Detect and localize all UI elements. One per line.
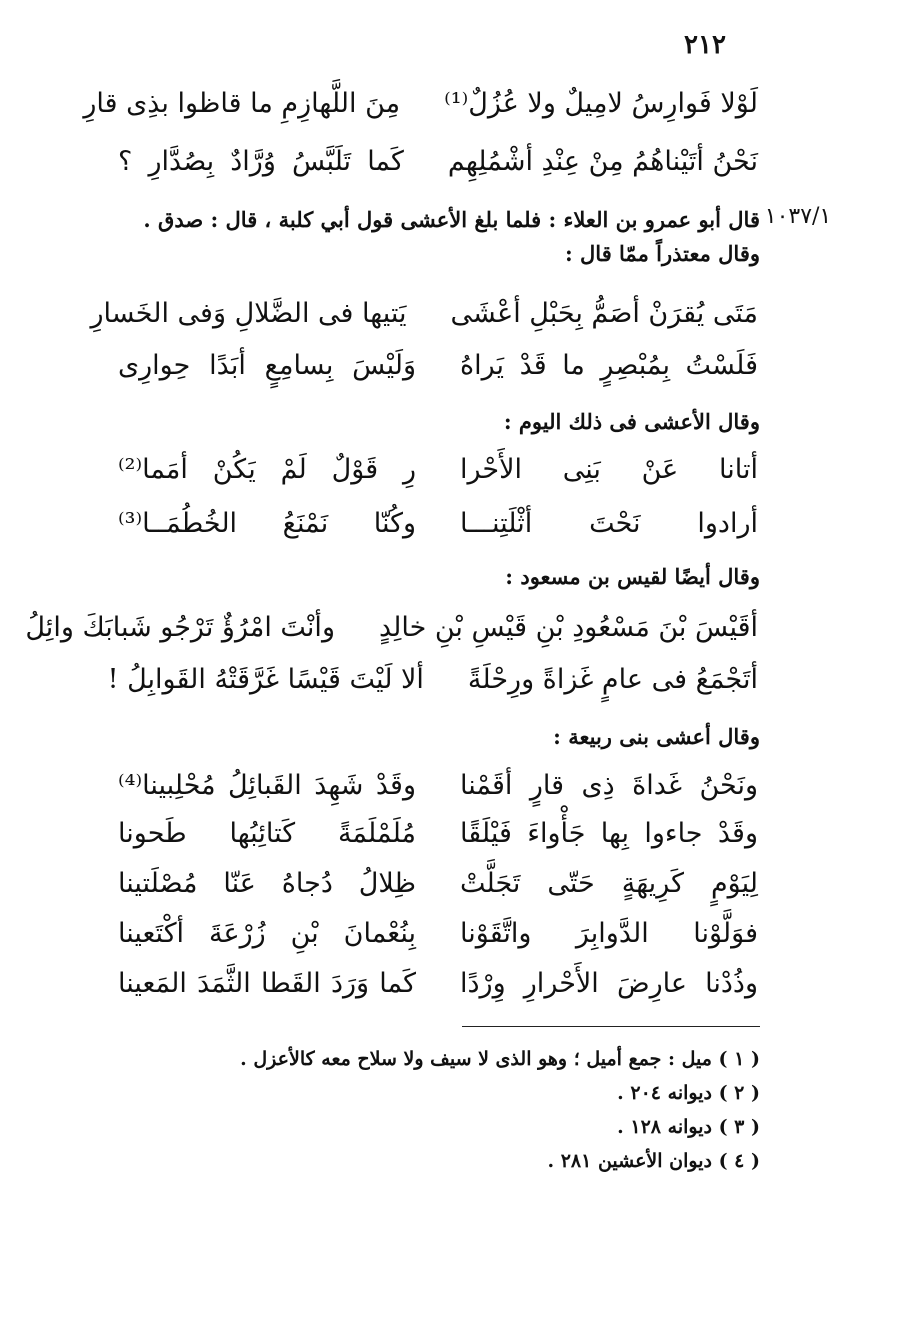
- verse-first-hemistich: نَحْنُ أتَيْناهُمُ مِنْ عِنْدِ أشْمُلِهِم: [447, 146, 758, 177]
- prose-line: وقال الأعشى فى ذلك اليوم :: [503, 409, 760, 434]
- prose-line: وقال معتذراً ممّا قال :: [564, 241, 760, 266]
- verse-second-hemistich: مِنَ اللَّهازِمِ ما قاظوا بذِى قارِ: [83, 88, 401, 119]
- verse-second-hemistich: وكُنّا نَمْنَعُ الخُطُمَــا⁽³⁾: [118, 508, 416, 539]
- verse-line: [118, 910, 758, 958]
- verse-first-hemistich: وقَدْ جاءوا بِها جَأْواءَ فَيْلَقًا: [460, 818, 758, 849]
- verse-line: [83, 80, 758, 128]
- verse-first-hemistich: أتَجْمَعُ فى عامٍ غَزاةً ورِحْلَةً: [467, 664, 758, 695]
- footnote: ( ٣ ) ديوانه ١٢٨ .: [617, 1116, 760, 1138]
- verse-line: [107, 656, 758, 704]
- verse-line: [118, 860, 758, 908]
- verse-second-hemistich: كَما وَرَدَ القَطا الثَّمَدَ المَعينا: [118, 968, 416, 999]
- verse-first-hemistich: ونَحْنُ غَداةَ ذِى قارٍ أقَمْنا: [460, 770, 758, 801]
- verse-second-hemistich: مُلَمْلَمَةً كَتائِبُها طَحونا: [118, 818, 416, 849]
- verse-line: [118, 138, 758, 186]
- verse-line: [118, 960, 758, 1008]
- prose-line: قال أبو عمرو بن العلاء : فلما بلغ الأعشى قول أبي كلبة ، قال : صدق .: [143, 207, 760, 232]
- verse-first-hemistich: لَوْلا فَوارِسُ لامِيلٌ ولا عُزُلٌ⁽¹⁾: [444, 88, 758, 119]
- footnote: ( ٤ ) ديوان الأعشين ٢٨١ .: [547, 1150, 760, 1172]
- verse-second-hemistich: بِنُعْمانَ بْنِ زُرْعَةَ أكْتَعينا: [118, 918, 416, 949]
- verse-second-hemistich: ظِلالُ دُجاهُ عَنّا مُصْلَتينا: [118, 868, 416, 899]
- footnote-divider: [462, 1026, 760, 1027]
- prose-line: وقال أيضًا لقيس بن مسعود :: [505, 564, 760, 589]
- verse-first-hemistich: وذُدْنا عارِضَ الأَحْرارِ وِرْدًا: [460, 968, 758, 999]
- verse-second-hemistich: ألا لَيْتَ قَيْسًا غَرَّقَتْهُ القَوابِلُ !: [107, 664, 424, 695]
- verse-line: [118, 810, 758, 858]
- verse-line: [118, 342, 758, 390]
- verse-second-hemistich: وَلَيْسَ بِسامِعٍ أبَدًا حِوارِى: [118, 350, 416, 381]
- prose-line: وقال أعشى بنى ربيعة :: [553, 724, 760, 749]
- verse-line: [118, 500, 758, 548]
- verse-first-hemistich: أقَيْسَ بْنَ مَسْعُودِ بْنِ قَيْسِ بْنِ خالِدٍ: [378, 612, 758, 643]
- verse-line: [90, 290, 758, 338]
- verse-line: [118, 762, 758, 810]
- verse-second-hemistich: يَتيها فى الضَّلالِ وَفى الخَسارِ: [90, 298, 407, 329]
- verse-second-hemistich: رِ قَوْلٌ لَمْ يَكُنْ أمَما⁽²⁾: [118, 454, 416, 485]
- verse-first-hemistich: أتانا عَنْ بَنِى الأَحْرا: [460, 454, 758, 485]
- verse-line: [25, 604, 758, 652]
- footnote: ( ١ ) ميل : جمع أميل ؛ وهو الذى لا سيف ولا سلاح معه كالأعزل .: [240, 1048, 760, 1070]
- verse-second-hemistich: وأنْتَ امْرُؤٌ تَرْجُو شَبابَكَ وائِلُ: [25, 612, 335, 643]
- margin-reference: ١٠٣٧/١: [764, 204, 832, 229]
- verse-second-hemistich: وقَدْ شَهِدَ القَبائِلُ مُحْلِبينا⁽⁴⁾: [118, 770, 416, 801]
- verse-second-hemistich: كَما تَلَبَّسُ وُرَّادٌ بِصُدَّارِ ؟: [118, 146, 404, 177]
- verse-first-hemistich: فَلَسْتُ بِمُبْصِرٍ ما قَدْ يَراهُ: [460, 350, 758, 381]
- verse-first-hemistich: فوَلَّوْنا الدَّوابِرَ واتَّقَوْنا: [460, 918, 758, 949]
- page-number: ٢١٢: [684, 30, 726, 60]
- verse-first-hemistich: أرادوا نَحْتَ أثْلَتِنـــا: [460, 508, 758, 539]
- verse-first-hemistich: لِيَوْمٍ كَرِيهَةٍ حَتّى تَجَلَّتْ: [460, 868, 758, 899]
- verse-line: [118, 446, 758, 494]
- verse-first-hemistich: مَتَى يُقرَنْ أصَمُّ بِحَبْلِ أعْشَى: [450, 298, 758, 329]
- footnote: ( ٢ ) ديوانه ٢٠٤ .: [617, 1082, 760, 1104]
